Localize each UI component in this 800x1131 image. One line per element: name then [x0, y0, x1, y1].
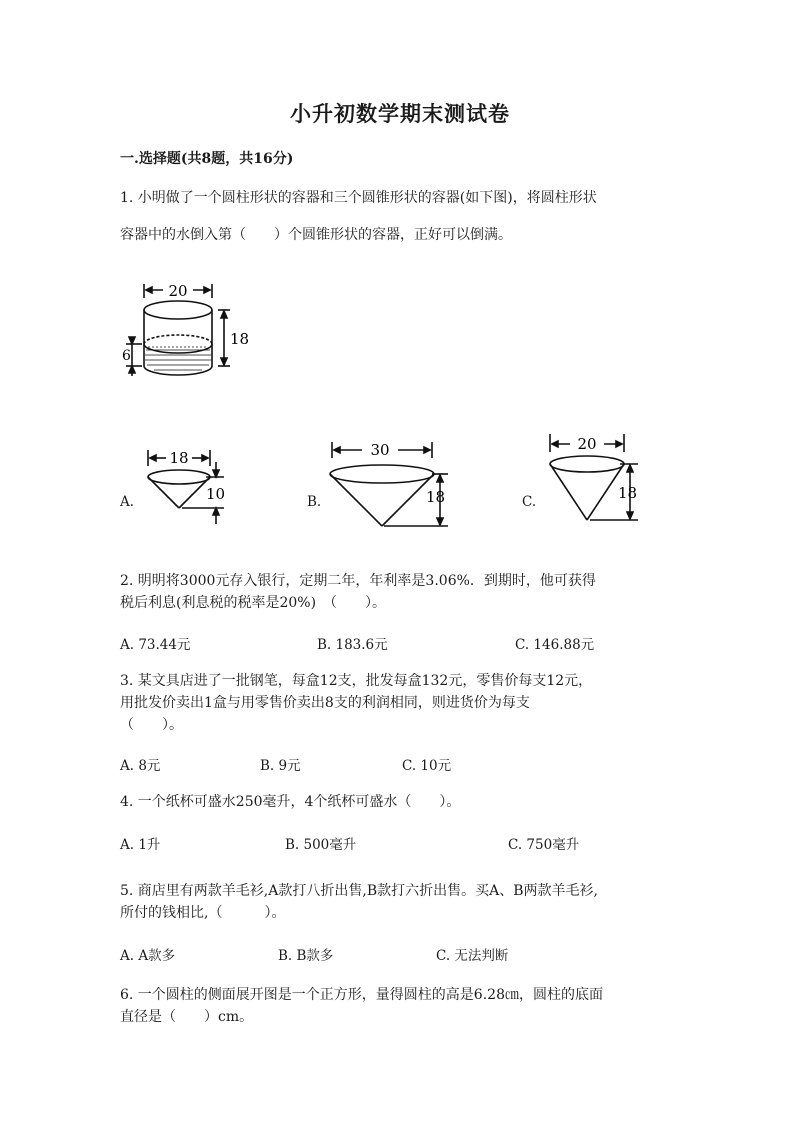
question-6-line-2: 直径是（ ）cm。	[120, 1009, 254, 1025]
question-5-line-1: 5. 商店里有两款羊毛衫,A款打八折出售,B款打六折出售。买A、B两款羊毛衫,	[120, 883, 598, 899]
question-5-line-2: 所付的钱相比,（ ）。	[120, 905, 286, 921]
cylinder-figure	[118, 278, 258, 383]
q1-option-c-letter[interactable]: C.	[522, 494, 537, 510]
question-2-line-2: 税后利息(利息税的税率是20%) （ ）。	[120, 595, 387, 611]
cone-a-figure	[140, 444, 240, 528]
q5-option-a[interactable]: A. A款多	[120, 948, 176, 964]
cone-b-diameter-label: 30	[370, 441, 390, 459]
cylinder-water-label: 6	[122, 348, 131, 364]
question-1-line-2: 容器中的水倒入第（ ）个圆锥形状的容器，正好可以倒满。	[120, 227, 512, 243]
question-2-line-1: 2. 明明将3000元存入银行，定期二年，年利率是3.06%．到期时，他可获得	[120, 573, 596, 589]
q4-option-c[interactable]: C. 750毫升	[508, 837, 580, 853]
q4-option-a[interactable]: A. 1升	[120, 837, 161, 853]
cone-b-height-label: 18	[426, 488, 446, 506]
q2-option-a[interactable]: A. 73.44元	[120, 637, 191, 653]
q5-option-b[interactable]: B. B款多	[278, 948, 334, 964]
cone-c-height-label: 18	[618, 484, 638, 502]
q3-option-a[interactable]: A. 8元	[120, 758, 161, 774]
cone-c-figure	[544, 430, 654, 526]
q5-option-c[interactable]: C. 无法判断	[436, 948, 509, 964]
q1-option-a-letter[interactable]: A.	[120, 494, 135, 510]
q2-option-b[interactable]: B. 183.6元	[317, 637, 388, 653]
q4-option-b[interactable]: B. 500毫升	[285, 837, 357, 853]
q2-option-c[interactable]: C. 146.88元	[515, 637, 595, 653]
cylinder-diameter-label: 20	[168, 282, 188, 300]
q3-option-c[interactable]: C. 10元	[402, 758, 452, 774]
cone-c-diameter-label: 20	[577, 435, 597, 453]
cone-a-diameter-label: 18	[169, 449, 189, 467]
cylinder-height-label: 18	[230, 330, 250, 348]
question-1-line-1: 1. 小明做了一个圆柱形状的容器和三个圆锥形状的容器(如下图)，将圆柱形状	[120, 190, 597, 206]
cone-a-height-label: 10	[206, 485, 226, 503]
q1-option-b-letter[interactable]: B.	[307, 494, 322, 510]
section-heading: 一.选择题(共8题，共16分)	[120, 151, 294, 167]
q3-option-b[interactable]: B. 9元	[260, 758, 301, 774]
question-3-line-3: （ ）。	[120, 717, 183, 733]
question-6-line-1: 6. 一个圆柱的侧面展开图是一个正方形，量得圆柱的高是6.28㎝，圆柱的底面	[120, 987, 603, 1003]
page-title: 小升初数学期末测试卷	[290, 101, 510, 126]
question-3-line-1: 3. 某文具店进了一批钢笔，每盒12支，批发每盒132元，零售价每支12元，	[120, 673, 593, 689]
cone-b-figure	[322, 438, 462, 530]
question-4-line-1: 4. 一个纸杯可盛水250毫升，4个纸杯可盛水（ ）。	[120, 794, 461, 810]
question-3-line-2: 用批发价卖出1盒与用零售价卖出8支的利润相同，则进货价为每支	[120, 695, 530, 711]
